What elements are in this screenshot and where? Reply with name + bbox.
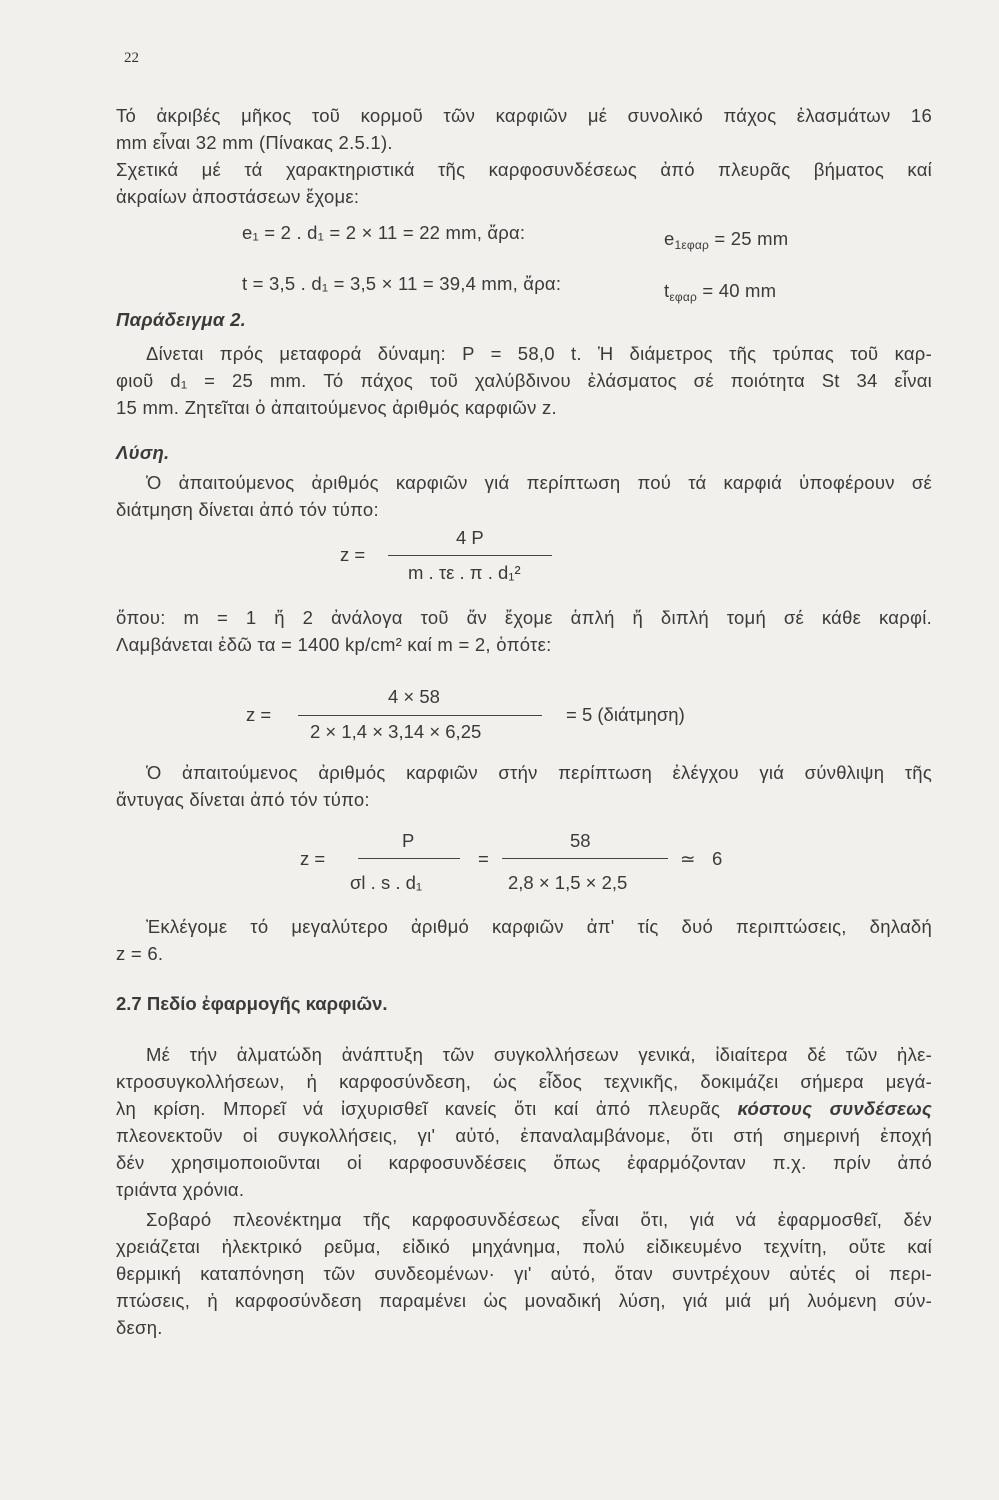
- section-heading: 2.7 Πεδίο ἐφαρμογῆς καρφιῶν.: [116, 993, 388, 1014]
- result-value: = 40 mm: [702, 280, 777, 301]
- solution-heading: Λύση.: [116, 442, 170, 463]
- advantage-paragraph: [116, 1206, 932, 1341]
- result-variable: t: [664, 280, 670, 301]
- emphasis-text: κόστους συνδέσεως: [737, 1098, 932, 1119]
- result-subscript: εφαρ: [669, 290, 698, 304]
- text-line: Ἐκλέγομε τό μεγαλύτερο ἀριθμό καρφιῶν ἀπ' τίς δυό περιπτώσεις, δηλαδή: [146, 916, 932, 937]
- text-line: 15 mm. Ζητεῖται ὁ ἀπαιτούμενος ἀριθμός καρφιῶν z.: [116, 397, 557, 418]
- formula-result: 6: [712, 848, 723, 869]
- formula-lhs: z =: [340, 544, 366, 565]
- text-line: πτώσεις, ἡ καρφοσύνδεση παραμένει ὡς μοναδική λύση, γιά μιά μή λυόμενη σύν-: [116, 1290, 932, 1311]
- text-line: Μέ τήν ἁλματώδη ἀνάπτυξη τῶν συγκολλήσεων γενικά, ἰδιαίτερα δέ τῶν ἠλε-: [146, 1044, 932, 1065]
- formula-numerator: 4 P: [456, 527, 484, 548]
- approx-symbol: ≃: [680, 848, 696, 869]
- formula-numerator: P: [402, 830, 415, 851]
- text-line: πλεονεκτοῦν οἱ συγκολλήσεις, γι' αὐτό, ἐπαναλαμβάνομε, ὅτι στή σημερινή ἐποχή: [116, 1125, 932, 1146]
- pitch-result: [664, 280, 776, 302]
- example-paragraph: [116, 340, 932, 421]
- where-paragraph: [116, 604, 932, 658]
- text-line: θερμική καταπόνηση τῶν συνδεομένων· γι' αὐτό, ὅταν συντρέχουν αὐτές οἱ περι-: [116, 1263, 932, 1284]
- text-line: διάτμηση δίνεται ἀπό τόν τύπο:: [116, 499, 379, 520]
- edge-distance-equation: e₁ = 2 . d₁ = 2 × 11 = 22 mm, ἄρα:: [242, 222, 526, 243]
- fraction-bar: [502, 858, 668, 859]
- text-line: χρειάζεται ἠλεκτρικό ρεῦμα, εἰδικό μηχάνημα, πολύ εἰδικευμένο τεχνίτη, οὔτε καί: [116, 1236, 932, 1257]
- solution-paragraph: [116, 469, 932, 523]
- text-line: Ὁ ἀπαιτούμενος ἀριθμός καρφιῶν γιά περίπτωση πού τά καρφιά ὑποφέρουν σέ: [146, 472, 932, 493]
- text-line: ὅπου: m = 1 ἤ 2 ἀνάλογα τοῦ ἄν ἔχομε ἁπλή ἤ διπλή τομή σέ κάθε καρφί.: [116, 607, 932, 628]
- text-line: φιοῦ d₁ = 25 mm. Τό πάχος τοῦ χαλύβδινου ἐλάσματος σέ ποιότητα St 34 εἶναι: [116, 370, 932, 391]
- page-number: 22: [124, 50, 139, 66]
- text-run: λη κρίση. Μπορεῖ νά ἰσχυρισθεῖ κανείς ὅτι καί ἀπό πλευρᾶς: [116, 1098, 721, 1119]
- result-variable: e: [664, 228, 675, 249]
- text-line: mm εἶναι 32 mm (Πίνακας 2.5.1).: [116, 132, 393, 153]
- formula-numerator: 58: [570, 830, 591, 851]
- text-line: Σχετικά μέ τά χαρακτηριστικά τῆς καρφοσυνδέσεως ἀπό πλευρᾶς βήματος καί: [116, 159, 932, 180]
- fraction-bar: [388, 555, 552, 556]
- text-line: Τό ἀκριβές μῆκος τοῦ κορμοῦ τῶν καρφιῶν μέ συνολικό πάχος ἐλασμάτων 16: [116, 105, 932, 126]
- text-line: Σοβαρό πλεονέκτημα τῆς καρφοσυνδέσεως εἶναι ὅτι, γιά νά ἐφαρμοσθεῖ, δέν: [146, 1209, 932, 1230]
- text-line: δέν χρησιμοποιοῦνται οἱ καρφοσυνδέσεις ὅπως ἐφαρμόζονταν π.χ. πρίν ἀπό: [116, 1152, 932, 1173]
- text-line: Λαμβάνεται ἐδῶ τα = 1400 kp/cm² καί m = 2, ὁπότε:: [116, 634, 552, 655]
- edge-distance-result: [664, 228, 788, 250]
- text-line: ἀκραίων ἀποστάσεων ἔχομε:: [116, 186, 360, 207]
- fraction-bar: [358, 858, 460, 859]
- formula-lhs: z =: [246, 704, 272, 725]
- fraction-bar: [298, 715, 542, 716]
- formula-numerator: 4 × 58: [388, 686, 440, 707]
- formula-lhs: z =: [300, 848, 326, 869]
- text-line: ἄντυγας δίνεται ἀπό τόν τύπο:: [116, 789, 370, 810]
- text-line: Δίνεται πρός μεταφορά δύναμη: P = 58,0 t. Ἡ διάμετρος τῆς τρύπας τοῦ καρ-: [146, 343, 932, 364]
- text-line: Ὁ ἀπαιτούμενος ἀριθμός καρφιῶν στήν περίπτωση ἐλέγχου γιά σύνθλιψη τῆς: [146, 762, 932, 783]
- choice-paragraph: [116, 913, 932, 967]
- text-line: τριάντα χρόνια.: [116, 1179, 245, 1200]
- formula-denominator: 2 × 1,4 × 3,14 × 6,25: [310, 721, 482, 742]
- application-paragraph: [116, 1041, 932, 1203]
- text-line: δεση.: [116, 1317, 163, 1338]
- text-line: z = 6.: [116, 943, 164, 964]
- intro-paragraph: [116, 102, 932, 210]
- result-value: = 25 mm: [714, 228, 789, 249]
- text-line: κτροσυγκολλήσεων, ἡ καρφοσύνδεση, ὡς εἶδος τεχνικῆς, δοκιμάζει σήμερα μεγά-: [116, 1071, 932, 1092]
- formula-equals: =: [478, 848, 489, 869]
- formula-denominator: m . τε . π . d₁²: [408, 562, 521, 583]
- example-heading: Παράδειγμα 2.: [116, 309, 247, 330]
- result-subscript: 1εφαρ: [674, 238, 710, 252]
- text-line: [116, 1095, 932, 1122]
- formula-denominator: σl . s . d₁: [350, 872, 423, 893]
- pitch-equation: t = 3,5 . d₁ = 3,5 × 11 = 39,4 mm, ἄρα:: [242, 273, 562, 294]
- formula-result: = 5 (διάτμηση): [566, 704, 685, 725]
- formula-denominator: 2,8 × 1,5 × 2,5: [508, 872, 628, 893]
- compression-paragraph: [116, 759, 932, 813]
